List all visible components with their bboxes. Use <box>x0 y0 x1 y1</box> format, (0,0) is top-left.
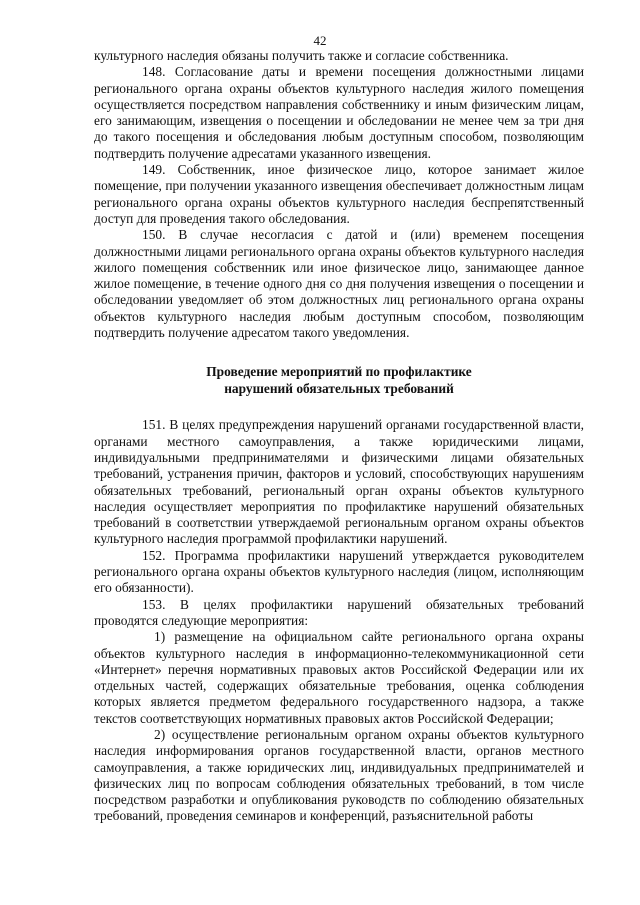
paragraph-150: 150. В случае несогласия с датой и (или) временем посещения должностными лицами регионального органа охраны объектов культурного наследия жилого помещения собственник или иное физическое лицо, занимающее данное жилое помещение, в течение одного дня со дня получения извещения о посещении и обследовании уведомляет об этом должностных лиц регионального органа охраны объектов культурного наследия любым доступным способом, позволяющим подтвердить получение адресатом такого уведомления. <box>94 227 584 341</box>
list-item-2: 2) осуществление региональным органом охраны объектов культурного наследия информирования органов государственной власти, органов местного самоуправления, а также юридических лиц, индивидуальных предпринимателей и физических лиц по вопросам соблюдения обязательных требований, в том числе посредством разработки и опубликования руководств по соблюдению обязательных требований, проведения семинаров и конференций, разъяснительной работы <box>94 726 584 824</box>
section-heading <box>94 363 584 397</box>
paragraph-151: 151. В целях предупреждения нарушений органами государственной власти, органами местного самоуправления, а также юридическими лицами, индивидуальными предпринимателями и физическими лицами обязательных требований, устранения причин, факторов и условий, способствующих нарушениям обязательных требований, региональный орган охраны объектов культурного наследия осуществляет мероприятия по профилактике нарушений обязательных требований в соответствии утверждаемой региональным органом охраны объектов культурного наследия программой профилактики нарушений. <box>94 417 584 547</box>
list-item-1: 1) размещение на официальном сайте регионального органа охраны объектов культурного наследия в информационно-телекоммуникационной сети «Интернет» перечня нормативных правовых актов Российской Федерации или их отдельных частей, содержащих обязательные требования, оценка соблюдения которых является предметом федерального государственного надзора, а также текстов соответствующих нормативных правовых актов Российской Федерации; <box>94 629 584 726</box>
document-body <box>94 48 584 825</box>
page-number: 42 <box>313 33 327 48</box>
paragraph-152: 152. Программа профилактики нарушений утверждается руководителем регионального органа охраны объектов культурного наследия (лицом, исполняющим его обязанности). <box>94 547 584 596</box>
paragraph-153: 153. В целях профилактики нарушений обязательных требований проводятся следующие мероприятия: <box>94 596 584 628</box>
paragraph-148: 148. Согласование даты и времени посещения должностными лицами регионального органа охраны объектов культурного наследия жилого помещения осуществляется посредством направления собственнику и иным физическим лицам, его занимающим, извещения о посещении и обследовании не менее чем за три дня до такого посещения и обследования любым доступным способом, позволяющим подтвердить получение адресатами указанного извещения. <box>94 64 584 161</box>
section-heading-line-2: нарушений обязательных требований <box>224 381 454 397</box>
paragraph-continuation: культурного наследия обязаны получить также и согласие собственника. <box>94 48 509 63</box>
section-heading-line-1: Проведение мероприятий по профилактике <box>206 364 472 380</box>
paragraph-149: 149. Собственник, иное физическое лицо, которое занимает жилое помещение, при получении указанного извещения обеспечивает должностным лицам регионального органа охраны объектов культурного наследия беспрепятственный доступ для проведения такого обследования. <box>94 162 584 226</box>
